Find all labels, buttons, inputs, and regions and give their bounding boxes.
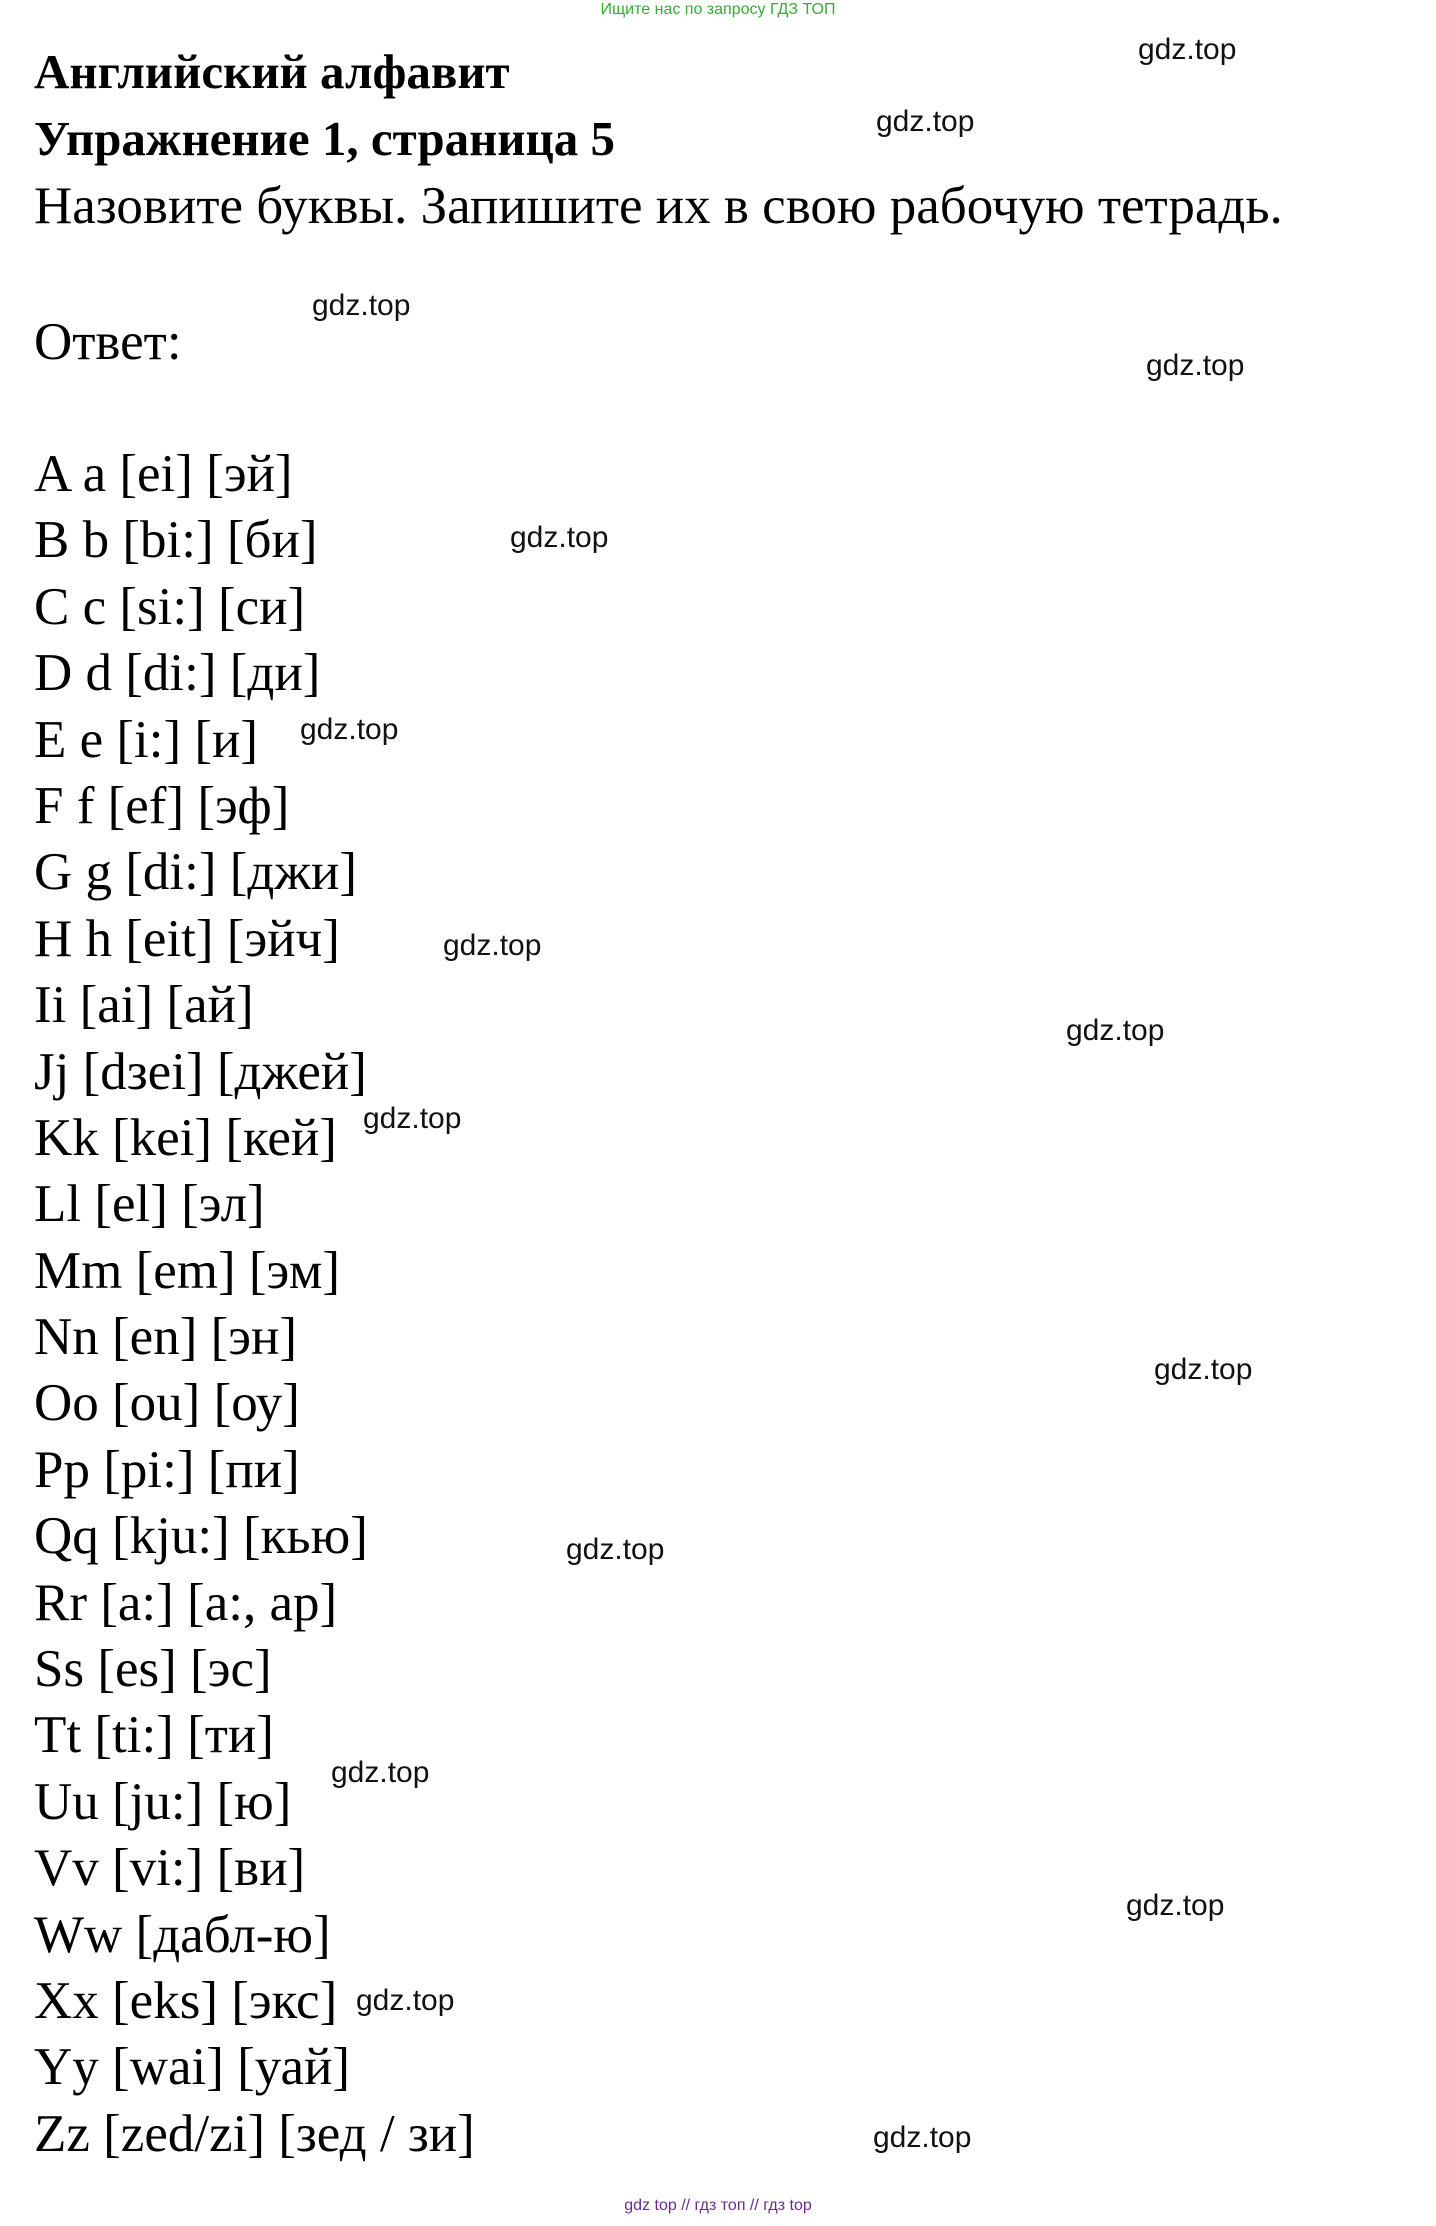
watermark: gdz.top	[873, 2121, 972, 2154]
letter-row-v: Vv [vi:] [ви]	[34, 1839, 306, 1898]
watermark: gdz.top	[331, 1756, 430, 1789]
letter-row-b: B b [bi:] [би]	[34, 511, 318, 570]
watermark: gdz.top	[1146, 349, 1245, 382]
watermark: gdz.top	[443, 929, 542, 962]
letter-row-g: G g [di:] [джи]	[34, 843, 358, 902]
letter-row-y: Yy [wai] [уай]	[34, 2038, 351, 2097]
letter-row-x: Xx [eks] [экс]	[34, 1971, 338, 2030]
letter-row-z: Zz [zed/zi] [зед / зи]	[34, 2104, 475, 2163]
answer-label: Ответ:	[34, 313, 182, 371]
exercise-instruction: Назовите буквы. Запишите их в свою рабочую тетрадь.	[34, 177, 1283, 235]
letter-row-c: C c [si:] [си]	[34, 577, 306, 636]
watermark: gdz.top	[510, 521, 609, 554]
watermark: gdz.top	[1154, 1353, 1253, 1386]
top-banner-link[interactable]: Ищите нас по запросу ГДЗ ТОП	[600, 1, 836, 18]
letter-row-q: Qq [kju:] [кью]	[34, 1507, 368, 1566]
letter-row-e: E e [i:] [и]	[34, 710, 259, 769]
letter-row-k: Kk [kei] [кей]	[34, 1108, 337, 1167]
letter-row-d: D d [di:] [ди]	[34, 644, 321, 703]
watermark: gdz.top	[1138, 33, 1237, 66]
letter-row-p: Pp [pi:] [пи]	[34, 1440, 300, 1499]
letter-row-n: Nn [en] [эн]	[34, 1308, 298, 1367]
letter-row-h: H h [eit] [эйч]	[34, 909, 340, 968]
letter-row-m: Mm [em] [эм]	[34, 1241, 341, 1300]
watermark: gdz.top	[1066, 1014, 1165, 1047]
watermark: gdz.top	[1126, 1889, 1225, 1922]
letter-row-o: Oo [ou] [оу]	[34, 1374, 300, 1433]
letter-row-r: Rr [a:] [a:, ар]	[34, 1573, 338, 1632]
letter-row-f: F f [ef] [эф]	[34, 776, 290, 835]
letter-row-i: Ii [ai] [ай]	[34, 976, 254, 1035]
page-title: Английский алфавит	[34, 44, 510, 99]
footer-links[interactable]: gdz top // гдз топ // гдз top	[624, 2197, 812, 2214]
watermark: gdz.top	[363, 1102, 462, 1135]
letter-row-a: A a [ei] [эй]	[34, 445, 293, 503]
alphabet-list	[34, 441, 475, 2167]
letter-row-s: Ss [es] [эс]	[34, 1640, 272, 1699]
watermark: gdz.top	[566, 1533, 665, 1566]
watermark: gdz.top	[300, 713, 399, 746]
letter-row-t: Tt [ti:] [ти]	[34, 1706, 274, 1765]
watermark: gdz.top	[312, 289, 411, 322]
watermark: gdz.top	[356, 1984, 455, 2017]
exercise-subtitle: Упражнение 1, страница 5	[34, 111, 616, 166]
letter-row-w: Ww [дабл-ю]	[34, 1905, 331, 1964]
letter-row-j: Jj [dзei] [джей]	[34, 1042, 367, 1101]
letter-row-l: Ll [el] [эл]	[34, 1175, 265, 1234]
letter-row-u: Uu [ju:] [ю]	[34, 1772, 292, 1831]
watermark: gdz.top	[876, 105, 975, 138]
